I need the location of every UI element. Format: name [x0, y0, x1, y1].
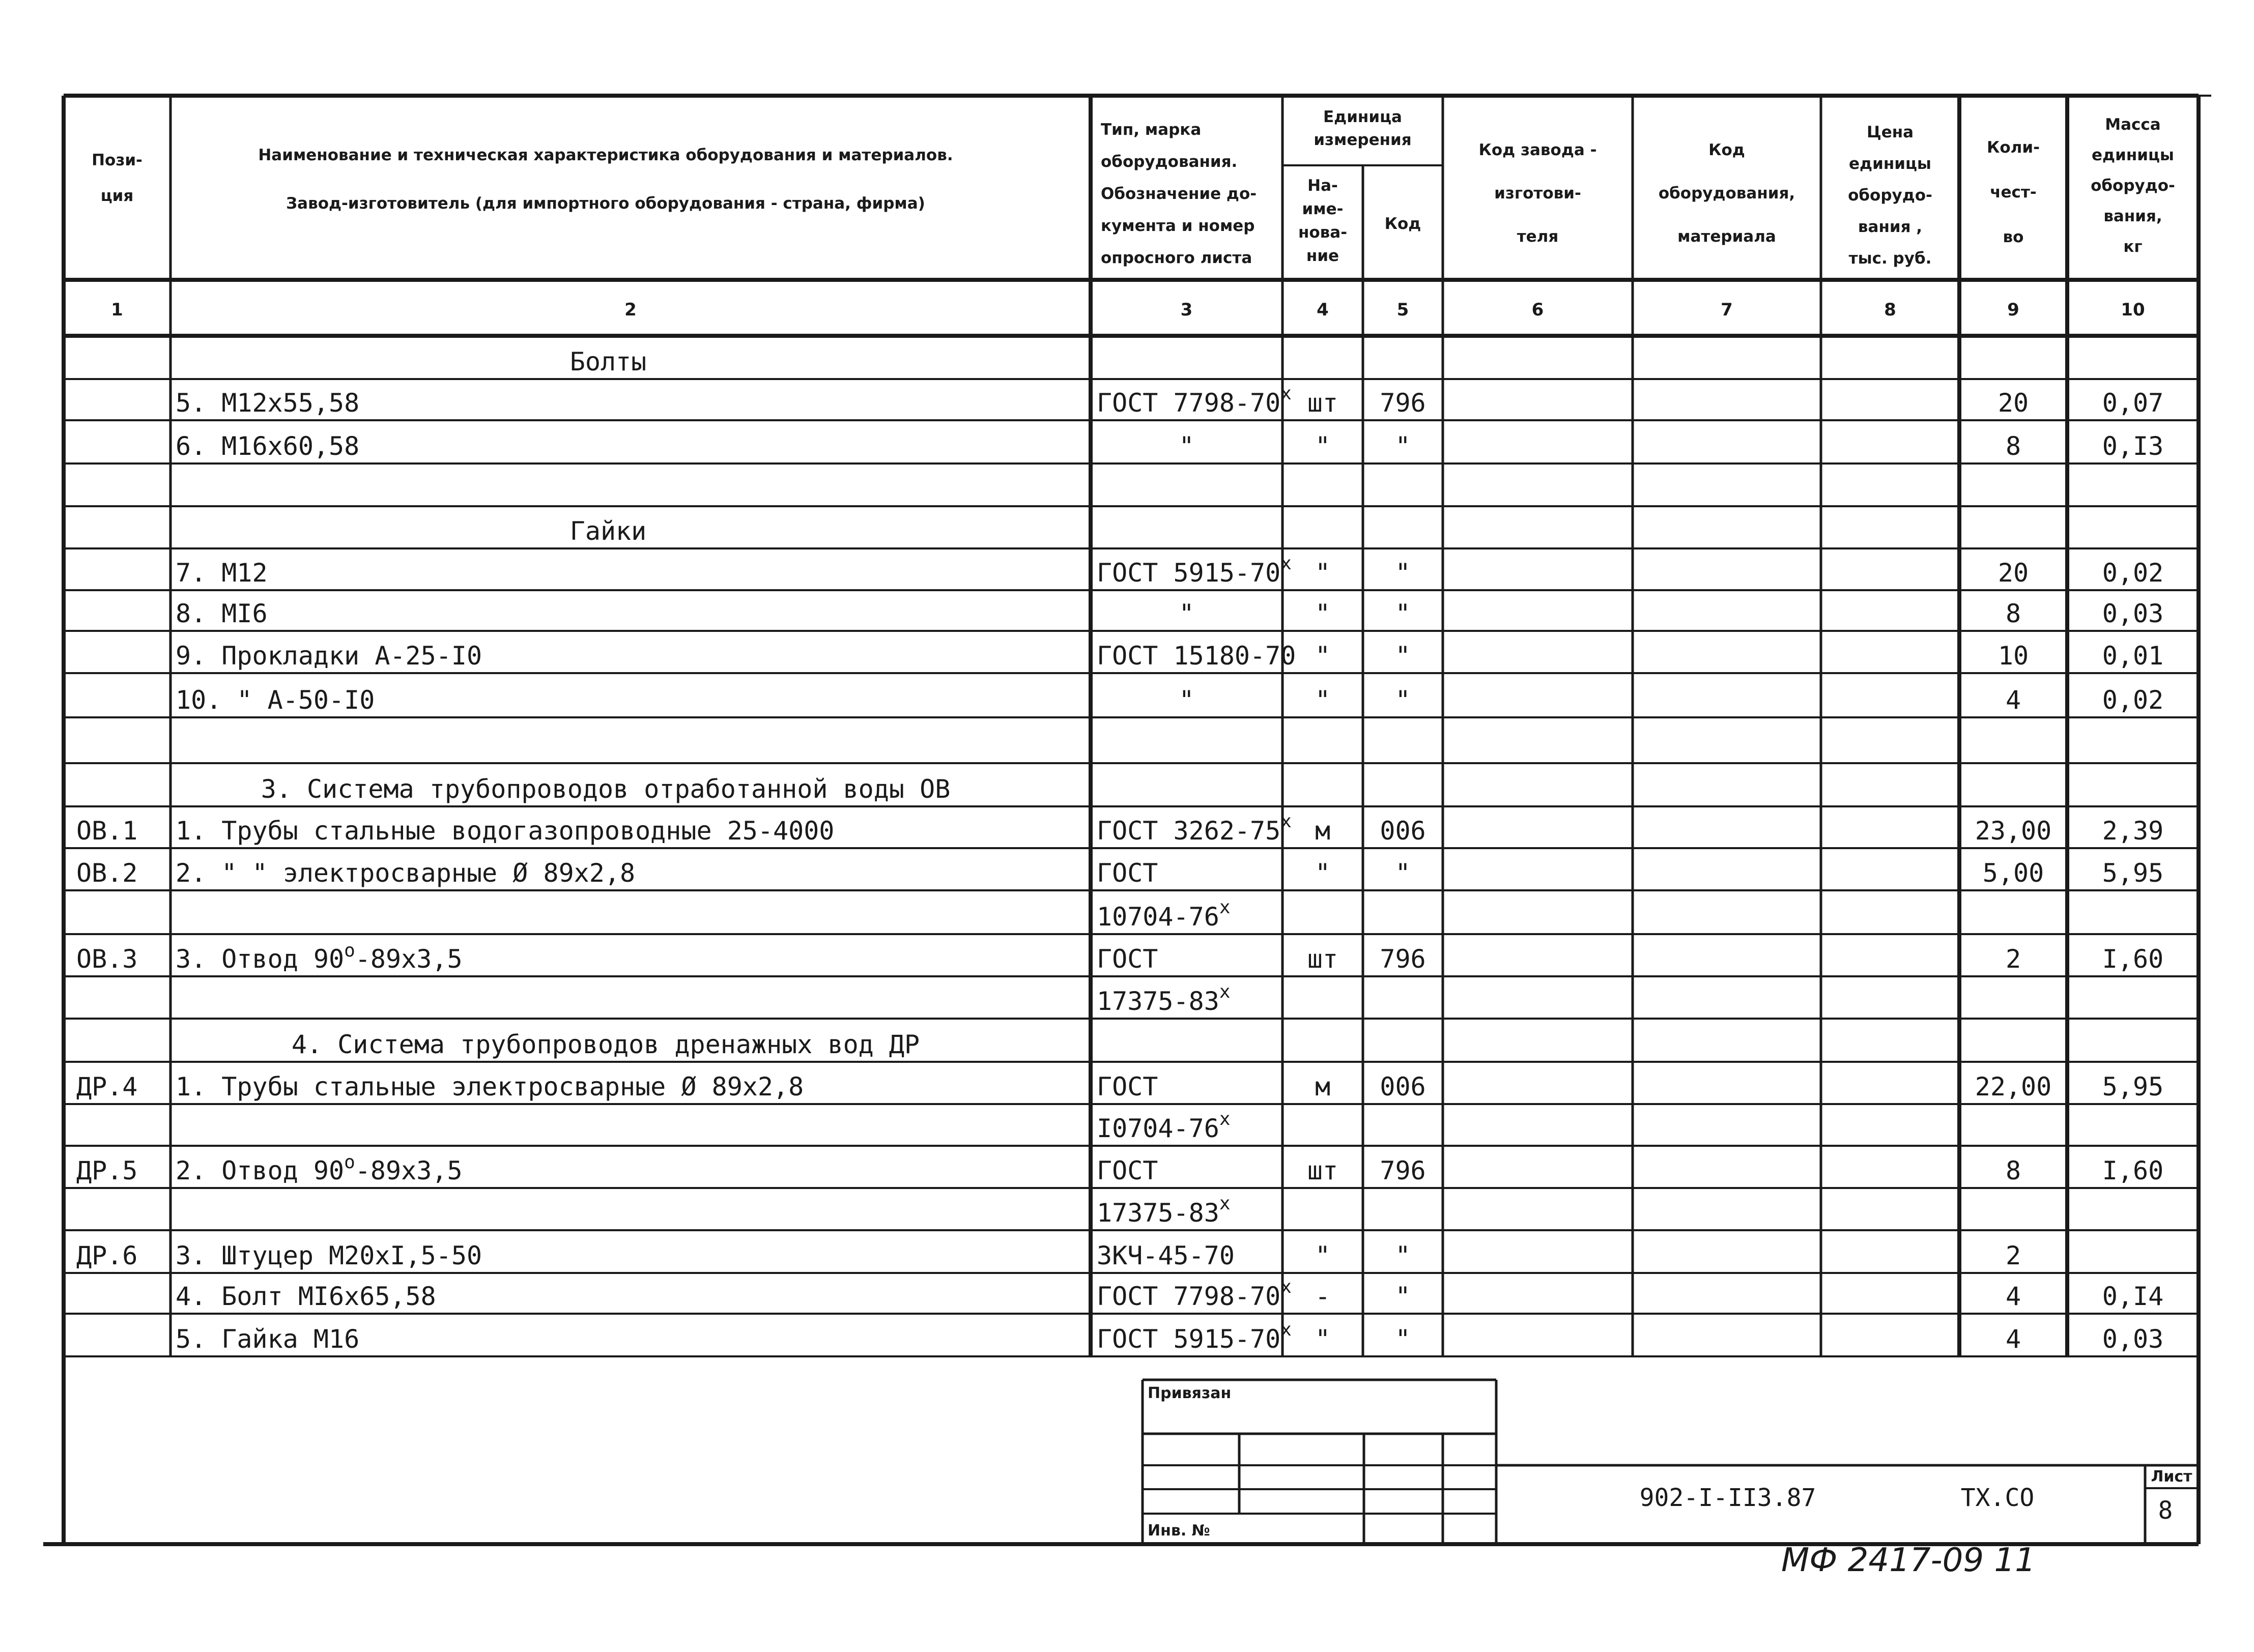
row-document: " — [1179, 599, 1194, 628]
doc-sup: x — [1219, 1193, 1231, 1214]
header-factory-code: теля — [1517, 227, 1559, 246]
row-name: 9. Прокладки А-25-I0 — [176, 641, 482, 671]
row-mass: I,60 — [2102, 1156, 2164, 1185]
row-quantity: 2 — [2005, 944, 2021, 974]
doc-sup: x — [1219, 981, 1231, 1002]
row-name-tail: -89х3,5 — [355, 1156, 463, 1185]
row-document: ГОСТ 15180-70 — [1097, 641, 1296, 671]
header-equipment-code: Код — [1708, 141, 1745, 159]
row-unit-code: " — [1395, 599, 1411, 628]
row-unit-code: " — [1395, 858, 1411, 888]
doc-sup: x — [1280, 811, 1292, 832]
row-mass: 0,I3 — [2102, 431, 2164, 461]
header-unit: измерения — [1314, 131, 1412, 149]
row-mass: 0,03 — [2102, 1324, 2164, 1354]
header-price: оборудо- — [1848, 186, 1932, 205]
row-document: I0704-76$^x$ — [1097, 1109, 1231, 1143]
row-mass: 5,95 — [2102, 858, 2164, 888]
row-quantity: 4 — [2005, 1282, 2021, 1311]
row-unit-name: м — [1315, 816, 1331, 846]
row-position: ДР.5 — [76, 1156, 138, 1185]
header-type-doc: Тип, марка — [1101, 121, 1202, 139]
row-document: ГОСТ 7798-70$^x$ — [1097, 1277, 1292, 1311]
row-mass: 0,02 — [2102, 685, 2164, 715]
row-name: 5. M12x55,58 — [176, 388, 360, 418]
row-unit-code: " — [1395, 431, 1411, 461]
row-unit-code: " — [1395, 685, 1411, 715]
handwritten-note: МФ 2417-09 11 — [1781, 1542, 2036, 1579]
row-quantity: 20 — [1998, 558, 2029, 588]
row-document: ГОСТ — [1097, 858, 1158, 888]
row-document: " — [1179, 685, 1194, 715]
header-name: Наименование и техническая характеристика оборудования и материалов. — [258, 146, 953, 164]
column-number: 7 — [1721, 300, 1733, 320]
row-document: ГОСТ — [1097, 1156, 1158, 1185]
column-number: 3 — [1180, 300, 1193, 320]
doc-sup: x — [1219, 1109, 1231, 1129]
row-unit-code: 796 — [1380, 388, 1426, 418]
row-quantity: 4 — [2005, 685, 2021, 715]
header-type-doc: кумента и номер — [1101, 217, 1255, 235]
row-name: 1. Трубы стальные электросварные Ø 89х2,8 — [176, 1072, 804, 1102]
sheet-number: 8 — [2158, 1496, 2173, 1525]
header-unit-name: ние — [1306, 247, 1339, 265]
row-quantity: 8 — [2005, 599, 2021, 628]
row-document: 17375-83$^x$ — [1097, 1193, 1231, 1228]
document-mark: ТХ.СО — [1960, 1484, 2035, 1512]
bound-label: Привязан — [1148, 1384, 1232, 1402]
header-price: единицы — [1849, 155, 1931, 173]
column-number: 1 — [111, 300, 123, 320]
header-unit: Единица — [1323, 108, 1402, 126]
title-block — [1143, 1380, 2199, 1544]
header-mass: вания, — [2103, 207, 2162, 225]
degree-sup: о — [344, 1152, 355, 1173]
column-number: 9 — [2007, 300, 2019, 320]
row-name: 3. Штуцер M20xI,5-50 — [176, 1241, 482, 1270]
column-number: 4 — [1317, 300, 1329, 320]
header-price: вания , — [1858, 218, 1923, 236]
row-unit-code: 796 — [1380, 944, 1426, 974]
header-factory-code: изготови- — [1494, 184, 1581, 202]
row-name: 2. Отвод $90^о-89х3,5$ — [176, 1152, 463, 1185]
row-name: 10. " A-50-I0 — [176, 685, 375, 715]
column-number: 8 — [1884, 300, 1896, 320]
row-name: 2. " " электросварные Ø 89х2,8 — [176, 858, 636, 888]
row-unit-code: 796 — [1380, 1156, 1426, 1185]
column-number-row — [111, 300, 2145, 320]
column-number: 2 — [624, 300, 637, 320]
row-unit-code: " — [1395, 641, 1411, 671]
row-unit-name: - — [1315, 1282, 1331, 1311]
row-unit-name: " — [1315, 641, 1331, 671]
row-document: " — [1179, 431, 1194, 461]
document-code: 902-I-II3.87 — [1639, 1484, 1816, 1512]
row-unit-name: " — [1315, 431, 1331, 461]
header-quantity: Коли- — [1987, 138, 2040, 157]
row-unit-name: " — [1315, 858, 1331, 888]
header-quantity: чест- — [1990, 183, 2037, 201]
row-unit-code: " — [1395, 1282, 1411, 1311]
header-unit-code: Код — [1384, 215, 1421, 233]
doc-sup: x — [1280, 1277, 1292, 1297]
row-mass: 0,07 — [2102, 388, 2164, 418]
row-unit-name: " — [1315, 1324, 1331, 1354]
row-name: 5. Гайка M16 — [176, 1324, 360, 1354]
row-name: 3. Отвод $90^о-89х3,5$ — [176, 940, 463, 974]
row-document: 3КЧ-45-70 — [1097, 1241, 1235, 1270]
section-heading: Болты — [569, 347, 647, 376]
row-quantity: 4 — [2005, 1324, 2021, 1354]
row-mass: I,60 — [2102, 944, 2164, 974]
header-equipment-code: материала — [1677, 227, 1776, 246]
row-position: ОВ.1 — [76, 816, 138, 846]
header-unit-name: име- — [1302, 200, 1344, 218]
row-mass: 2,39 — [2102, 816, 2164, 846]
row-mass: 0,I4 — [2102, 1282, 2164, 1311]
row-name: 8. MI6 — [176, 599, 268, 628]
header-price: тыс. руб. — [1848, 249, 1932, 268]
row-unit-code: " — [1395, 1241, 1411, 1270]
row-mass: 5,95 — [2102, 1072, 2164, 1102]
section-heading: Гайки — [569, 516, 647, 546]
row-quantity: 20 — [1998, 388, 2029, 418]
row-unit-name: шт — [1307, 944, 1338, 974]
doc-sup: x — [1280, 1319, 1292, 1340]
doc-sup: x — [1219, 897, 1231, 918]
row-mass: 0,02 — [2102, 558, 2164, 588]
doc-sup: x — [1280, 553, 1292, 574]
degree-sup: о — [344, 940, 355, 961]
row-document: ГОСТ — [1097, 944, 1158, 974]
header-type-doc: Обозначение до- — [1101, 185, 1257, 203]
row-unit-name: " — [1315, 685, 1331, 715]
row-position: ОВ.3 — [76, 944, 138, 974]
row-document: 10704-76$^x$ — [1097, 897, 1231, 932]
row-quantity: 5,00 — [1982, 858, 2044, 888]
column-number: 6 — [1531, 300, 1544, 320]
row-quantity: 2 — [2005, 1241, 2021, 1270]
section-heading: 3. Система трубопроводов отработанной воды ОВ — [261, 774, 951, 804]
row-document: ГОСТ — [1097, 1072, 1158, 1102]
row-name: 4. Болт MI6x65,58 — [176, 1282, 436, 1311]
row-document: ГОСТ 5915-70$^x$ — [1097, 553, 1292, 588]
table-body — [76, 347, 2163, 1354]
row-document: ГОСТ 5915-70$^x$ — [1097, 1319, 1292, 1354]
inventory-label: Инв. № — [1148, 1522, 1210, 1540]
header-type-doc: опросного листа — [1101, 249, 1252, 267]
row-unit-name: " — [1315, 558, 1331, 588]
row-document: ГОСТ 7798-70$^x$ — [1097, 383, 1292, 418]
row-mass: 0,03 — [2102, 599, 2164, 628]
header-position: ция — [100, 187, 134, 205]
row-unit-name: м — [1315, 1072, 1331, 1102]
row-unit-code: " — [1395, 1324, 1411, 1354]
header-unit-name: нова- — [1298, 223, 1348, 242]
row-quantity: 22,00 — [1975, 1072, 2052, 1102]
row-unit-code: 006 — [1380, 816, 1426, 846]
doc-sup: x — [1280, 383, 1292, 404]
header-name: Завод-изготовитель (для импортного оборудования - страна, фирма) — [286, 194, 925, 213]
row-name: 7. M12 — [176, 558, 268, 588]
header-quantity: во — [2003, 228, 2024, 246]
header-position: Пози- — [92, 151, 142, 169]
row-mass: 0,01 — [2102, 641, 2164, 671]
header-unit-name: На- — [1307, 177, 1338, 195]
table-header — [92, 108, 2175, 268]
row-unit-code: " — [1395, 558, 1411, 588]
column-number: 10 — [2121, 300, 2145, 320]
row-quantity: 8 — [2005, 431, 2021, 461]
header-type-doc: оборудования. — [1101, 153, 1238, 171]
sheet-label: Лист — [2151, 1468, 2192, 1486]
row-quantity: 23,00 — [1975, 816, 2052, 846]
row-quantity: 10 — [1998, 641, 2029, 671]
row-name: 6. M16x60,58 — [176, 431, 360, 461]
row-position: ДР.6 — [76, 1241, 138, 1270]
row-document: ГОСТ 3262-75$^x$ — [1097, 811, 1292, 846]
header-mass: Масса — [2105, 115, 2161, 134]
row-name: 1. Трубы стальные водогазопроводные 25-4000 — [176, 816, 835, 846]
header-price: Цена — [1866, 123, 1914, 141]
header-mass: единицы — [2092, 146, 2174, 164]
header-factory-code: Код завода - — [1478, 141, 1597, 159]
header-equipment-code: оборудования, — [1658, 184, 1795, 202]
row-name-tail: -89х3,5 — [355, 944, 463, 974]
header-mass: оборудо- — [2091, 177, 2175, 195]
row-unit-name: шт — [1307, 1156, 1338, 1185]
row-unit-name: шт — [1307, 388, 1338, 418]
row-position: ДР.4 — [76, 1072, 138, 1102]
row-unit-code: 006 — [1380, 1072, 1426, 1102]
row-unit-name: " — [1315, 599, 1331, 628]
section-heading: 4. Система трубопроводов дренажных вод ДР — [291, 1030, 920, 1059]
header-mass: кг — [2123, 238, 2143, 256]
row-quantity: 8 — [2005, 1156, 2021, 1185]
row-unit-name: " — [1315, 1241, 1331, 1270]
column-number: 5 — [1396, 300, 1409, 320]
row-document: 17375-83$^x$ — [1097, 981, 1231, 1016]
row-position: ОВ.2 — [76, 858, 138, 888]
